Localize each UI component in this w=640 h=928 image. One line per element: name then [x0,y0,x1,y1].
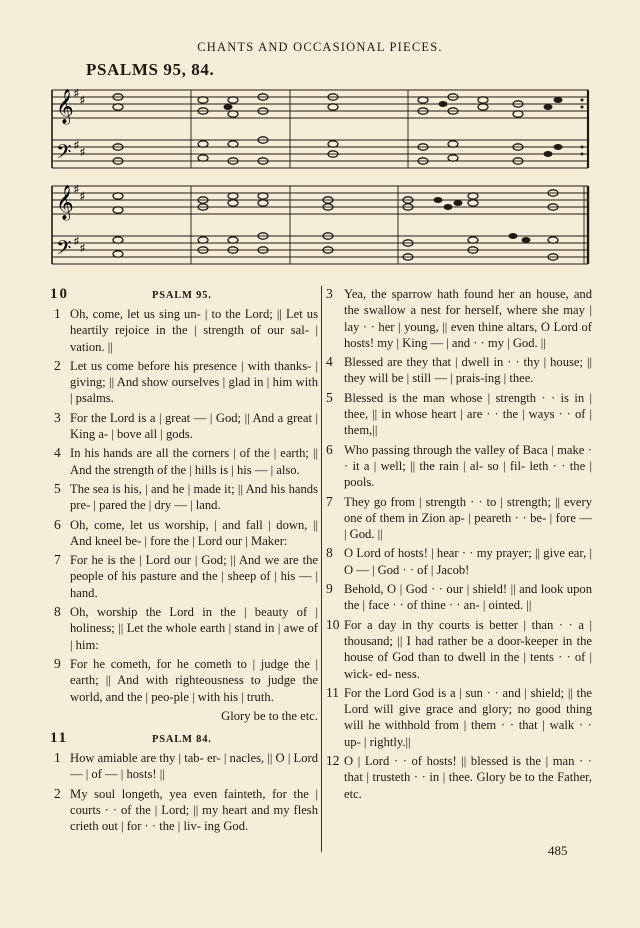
bass-clef-icon: 𝄢 [56,238,72,264]
verse-text: For he is the | Lord our | God; || And we are the people of his pasture and the | sheep of | his — | hand. [70,553,318,600]
verse-number: 8 [326,545,333,561]
verse-text: O | Lord · · of hosts! || blessed is the | man · · that | trusteth · · in | thee. Glory be to the Father, etc. [344,754,592,801]
verse-number: 3 [326,286,333,301]
verse-text: They go from | strength · · to | strength; || every one of them in Zion ap- | peareth · · be- | fore — | God. || [344,494,592,542]
psalm-label: PSALM 95. [152,290,212,301]
verse-number: 6 [326,441,333,457]
music-system-2 [48,178,592,278]
verse [326,753,592,802]
verse [48,552,318,601]
bass-clef-icon: 𝄢 [56,142,72,168]
verse [48,481,318,514]
verse-text: Oh, worship the Lord in the | beauty of | holiness; || Let the whole earth | stand in | awe of | him: [70,605,318,652]
verse-text: My soul longeth, yea even fainteth, for the | courts · · of the | Lord; || my heart and my flesh crieth out | for · · the | liv- ing God. [70,786,318,834]
svg-text:♯: ♯ [80,147,85,158]
verse [48,445,318,478]
verse-text: Behold, O | God · · our | shield! || and look upon the | face · · of thine · · an- | ointed. || [344,582,592,613]
verse [48,517,318,550]
verse-number: 11 [326,684,339,700]
verse-text: Who passing through the valley of Baca | make · · it a | well; || the rain | al- so | fil- leth · · the | pools. [344,442,592,490]
verse-number: 8 [54,604,61,620]
svg-text:♯: ♯ [74,140,79,151]
svg-text:♯: ♯ [80,191,85,202]
chant-number: 10 [50,286,69,302]
verse-number: 4 [326,354,333,370]
verse-number: 1 [54,306,61,321]
verse-number: 6 [54,516,61,532]
verse [326,545,592,578]
verse-text: For the Lord is a | great — | God; || And a great | King a- | bove all | gods. [70,410,318,442]
verse-number: 5 [326,389,333,405]
verse-number: 2 [54,357,61,373]
verse [326,442,592,491]
psalm-95-heading [48,286,318,304]
chant-number: 11 [50,730,69,747]
verse [326,617,592,682]
verse-number: 3 [54,409,61,425]
verse-text: For the Lord God is a | sun · · and | shield; || the Lord will give grace and glory; no good thing will he withhold from | them · · that | walk · · up- | rightly.|| [344,685,592,749]
verse-text: The sea is his, | and he | made it; || And his hands pre- | pared the | dry — | land. [70,481,318,513]
verse-number: 7 [326,493,333,509]
page-number: 485 [548,843,568,858]
verse [326,354,592,387]
verse-number: 5 [54,480,61,496]
verse-number: 9 [326,581,333,597]
verse-number: 12 [326,753,340,769]
verse-number: 9 [54,655,61,671]
verse-text: For a day in thy courts is better | than · · a | thousand; || I had rather be a door-keeper in the house of God than to dwell in the | tents · · of | wick- ed- ness. [344,617,592,681]
verse [48,786,318,835]
music-system-1 [48,82,592,182]
verse-number: 1 [54,750,61,766]
treble-clef-icon: 𝄞 [56,90,74,123]
svg-text:♯: ♯ [74,184,79,195]
verse-number: 4 [54,445,61,461]
verse [48,358,318,407]
verse [48,410,318,443]
verse [48,306,318,355]
verse [326,286,592,351]
verse-text: Blessed are they that | dwell in · · thy | house; || they will be | still — | prais-ing | thee. [344,355,592,386]
verse-text: For he cometh, for he cometh to | judge the | earth; || And with righteousness to judge the world, and the | peo-ple | with his | truth. [70,656,318,704]
psalm-84-heading [48,730,318,748]
svg-text:♯: ♯ [80,243,85,254]
treble-clef-icon: 𝄞 [56,186,74,219]
verse-text: O Lord of hosts! | hear · · my prayer; || give ear, | O — | God · · of | Jacob! [344,546,592,577]
verse [326,494,592,543]
verse-number: 2 [54,785,61,801]
verse-text: Oh, come, let us sing un- | to the Lord; || Let us heartily rejoice in the | strength of our sal- | vation. || [70,307,318,354]
verse [326,685,592,750]
running-head: CHANTS AND OCCASIONAL PIECES. [197,40,443,54]
verse-text: How amiable are thy | tab- er- | nacles, || O | Lord — | of — | hosts! || [70,751,318,782]
verse-number: 10 [326,616,340,632]
verse [326,581,592,614]
right-column [326,286,592,805]
verse-text: In his hands are all the corners | of the | earth; || And the strength of the | hills is | his — | also. [70,446,318,477]
svg-text:♯: ♯ [74,236,79,247]
verse [48,750,318,783]
verse-text: Let us come before his presence | with thanks- | giving; || And show ourselves | glad in | him with | psalms. [70,358,318,406]
column-divider [321,286,322,852]
psalm-label: PSALM 84. [152,734,212,746]
svg-text:♯: ♯ [74,88,79,99]
verse [48,604,318,653]
gloria: Glory be to the etc. [221,708,318,723]
left-column [48,286,318,838]
page-title: PSALMS 95, 84. [86,60,215,79]
verse-text: Yea, the sparrow hath found her an house, and the swallow a nest for herself, where she may | lay · · her | young, || even thine altars, O Lord of hosts! my | King — | and · · my | God. || [344,287,592,350]
svg-text:♯: ♯ [80,95,85,106]
verse [326,390,592,439]
verse-number: 7 [54,552,61,568]
verse-text: Oh, come, let us worship, | and fall | down, || And kneel be- | fore the | Lord our | Maker: [70,517,318,548]
verse-text: Blessed is the man whose | strength · · is in | thee, || in whose heart | are · · the | ways · · of | them,|| [344,390,592,438]
verse [48,656,318,705]
